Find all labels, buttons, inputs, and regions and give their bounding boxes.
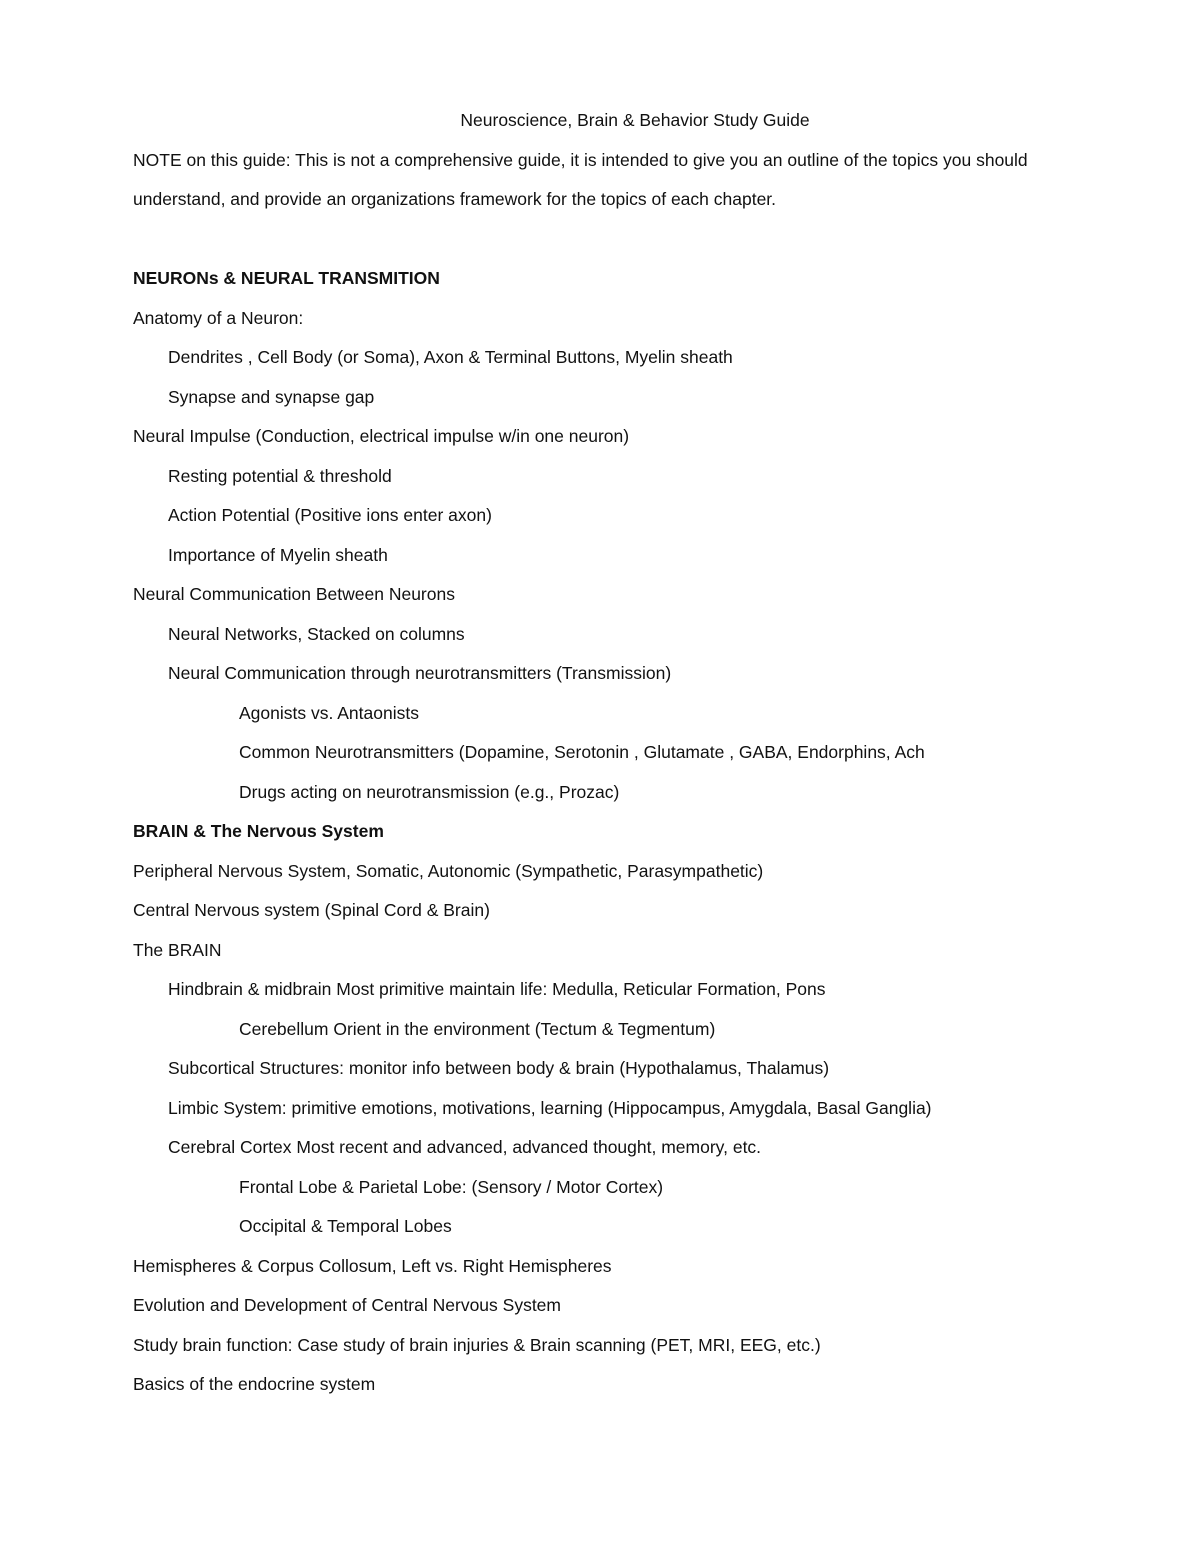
item-occipital-lobe: Occipital & Temporal Lobes [239,1216,452,1236]
item-drugs: Drugs acting on neurotransmission (e.g., Prozac) [239,782,620,802]
topic-anatomy: Anatomy of a Neuron: [133,308,304,328]
item-frontal-lobe: Frontal Lobe & Parietal Lobe: (Sensory / Motor Cortex) [239,1177,664,1197]
topic-pns: Peripheral Nervous System, Somatic, Autonomic (Sympathetic, Parasympathetic) [133,861,764,881]
item-agonists: Agonists vs. Antaonists [239,703,419,723]
topic-study-brain-function: Study brain function: Case study of brain injuries & Brain scanning (PET, MRI, EEG, etc.) [133,1335,821,1355]
section-heading-neurons: NEURONs & NEURAL TRANSMITION [133,268,440,288]
topic-endocrine: Basics of the endocrine system [133,1374,376,1394]
subtopic-resting-potential: Resting potential & threshold [168,466,392,486]
item-cerebellum: Cerebellum Orient in the environment (Tectum & Tegmentum) [239,1019,716,1039]
topic-cns: Central Nervous system (Spinal Cord & Brain) [133,900,490,920]
subtopic-cerebral-cortex: Cerebral Cortex Most recent and advanced, advanced thought, memory, etc. [168,1137,762,1157]
topic-neural-communication: Neural Communication Between Neurons [133,584,455,604]
subtopic-subcortical: Subcortical Structures: monitor info between body & brain (Hypothalamus, Thalamus) [168,1058,830,1078]
document-title: Neuroscience, Brain & Behavior Study Guide [460,110,810,130]
topic-evolution: Evolution and Development of Central Nervous System [133,1295,561,1315]
subtopic-action-potential: Action Potential (Positive ions enter axon) [168,505,492,525]
subtopic-neural-networks: Neural Networks, Stacked on columns [168,624,465,644]
topic-hemispheres: Hemispheres & Corpus Collosum, Left vs. Right Hemispheres [133,1256,612,1276]
subtopic-hindbrain: Hindbrain & midbrain Most primitive maintain life: Medulla, Reticular Formation, Pons [168,979,826,999]
subtopic-anatomy-parts: Dendrites , Cell Body (or Soma), Axon & Terminal Buttons, Myelin sheath [168,347,733,367]
topic-the-brain: The BRAIN [133,940,222,960]
note-line-2: understand, and provide an organizations framework for the topics of each chapter. [133,189,777,209]
topic-neural-impulse: Neural Impulse (Conduction, electrical impulse w/in one neuron) [133,426,630,446]
item-common-neurotransmitters: Common Neurotransmitters (Dopamine, Serotonin , Glutamate , GABA, Endorphins, Ach [239,742,925,762]
note-line-1: NOTE on this guide: This is not a comprehensive guide, it is intended to give you an outline of the topics you should [133,150,1028,170]
subtopic-synapse: Synapse and synapse gap [168,387,375,407]
subtopic-myelin: Importance of Myelin sheath [168,545,388,565]
section-heading-brain: BRAIN & The Nervous System [133,821,384,841]
subtopic-neurotransmitters: Neural Communication through neurotransmitters (Transmission) [168,663,672,683]
subtopic-limbic: Limbic System: primitive emotions, motivations, learning (Hippocampus, Amygdala, Basal Ganglia) [168,1098,932,1118]
